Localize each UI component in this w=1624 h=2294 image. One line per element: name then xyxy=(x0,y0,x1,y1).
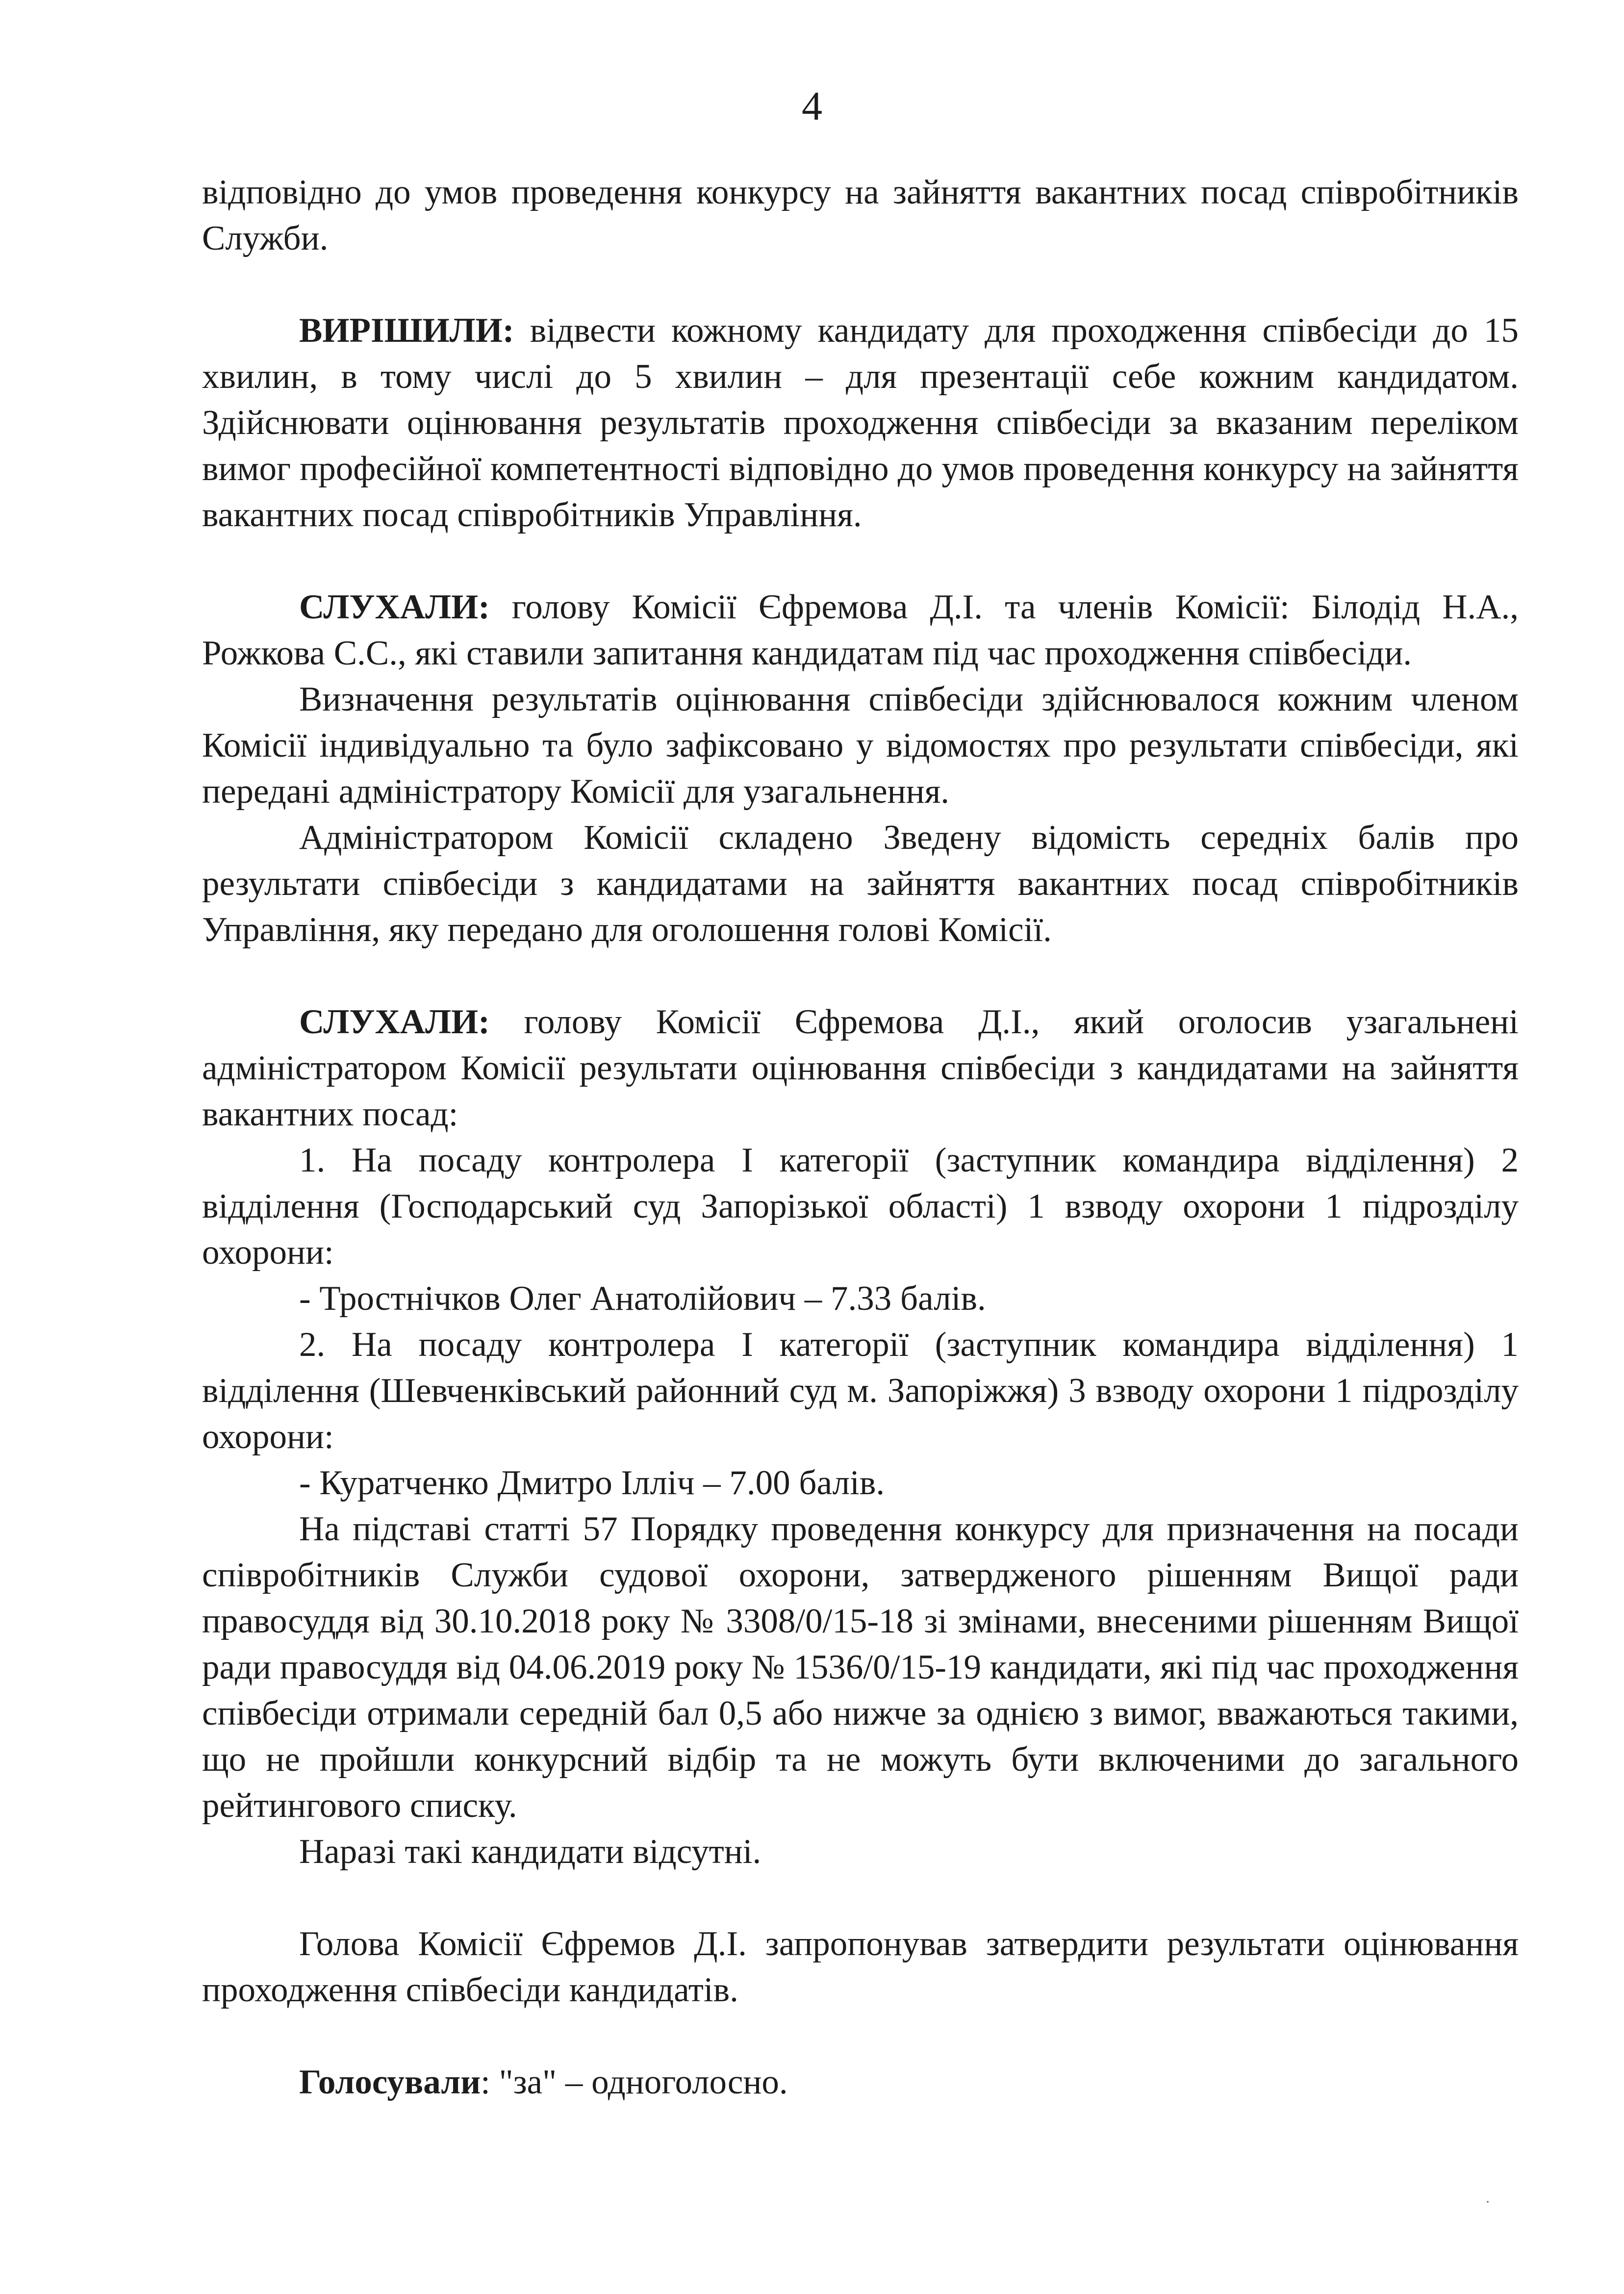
heard-text-2: голову Комісії Єфремова Д.І., який оголосив узагальнені адміністратором Комісії результати оцінювання співбесіди з кандидатами на зайняття вакантних посад: xyxy=(202,1003,1519,1133)
document-body xyxy=(202,169,1519,2105)
paragraph-position-2: 2. На посаду контролера І категорії (заступник командира відділення) 1 відділення (Шевченківський районний суд м. Запоріжжя) 3 взводу охорони 1 підрозділу охорони: xyxy=(202,1325,1519,1456)
paragraph-heard-questions xyxy=(202,584,1519,676)
decided-label: ВИРІШИЛИ: xyxy=(299,311,514,350)
paragraph-no-candidates: Наразі такі кандидати відсутні. xyxy=(299,1833,761,1871)
page-number: 4 xyxy=(802,83,822,129)
heard-text-1: голову Комісії Єфремова Д.І. та членів Комісії: Білодід Н.А., Рожкова С.С., які ставили запитання кандидатам під час проходження співбесіди. xyxy=(202,588,1519,672)
paragraph-article-57: На підставі статті 57 Порядку проведення конкурсу для призначення на посади співробітників Служби судової охорони, затвердженого рішенням Вищої ради правосуддя від 30.10.2018 року № 3308/0/15-18 зі змінами, внесеними рішенням Вищої ради правосуддя від 04.06.2019 року № 1536/0/15-19 кандидати, які під час проходження співбесіди отримали середній бал 0,5 або нижче за однією з вимог, вважаються такими, що не пройшли конкурсний відбір та не можуть бути включеними до загального рейтингового списку. xyxy=(202,1510,1519,1825)
paragraph-evaluation: Визначення результатів оцінювання співбесіди здійснювалося кожним членом Комісії індивідуально та було зафіксовано у відомостях про результати співбесіди, які передані адміністратору Комісії для узагальнення. xyxy=(202,680,1519,811)
heard-label-2: СЛУХАЛИ: xyxy=(299,1003,490,1041)
paragraph-candidate-2: - Куратченко Дмитро Ілліч – 7.00 балів. xyxy=(299,1464,885,1502)
paragraph-vote xyxy=(202,2059,1519,2105)
vote-text: : "за" – одноголосно. xyxy=(481,2063,788,2101)
decided-text: відвести кожному кандидату для проходження співбесіди до 15 хвилин, в тому числі до 5 хвилин – для презентації себе кожним кандидатом. Здійснювати оцінювання результатів проходження співбесіди за вказаним переліком вимог професійної компетентності відповідно до умов проведення конкурсу на зайняття вакантних посад співробітників Управління. xyxy=(202,311,1519,534)
paragraph-position-1: 1. На посаду контролера І категорії (заступник командира відділення) 2 відділення (Господарський суд Запорізької області) 1 взводу охорони 1 підрозділу охорони: xyxy=(202,1141,1519,1272)
paragraph-proposal: Голова Комісії Єфремов Д.І. запропонував затвердити результати оцінювання проходження співбесіди кандидатів. xyxy=(202,1925,1519,2009)
paragraph-heard-results xyxy=(202,999,1519,1137)
paragraph-admin-summary: Адміністратором Комісії складено Зведену відомість середніх балів про результати співбесіди з кандидатами на зайняття вакантних посад співробітників Управління, яку передано для оголошення голові Комісії. xyxy=(202,818,1519,949)
scan-speck xyxy=(1487,2201,1489,2203)
paragraph-intro-continuation: відповідно до умов проведення конкурсу на зайняття вакантних посад співробітників Служби. xyxy=(202,173,1519,257)
paragraph-candidate-1: - Тростнічков Олег Анатолійович – 7.33 балів. xyxy=(299,1279,986,1318)
vote-label: Голосували xyxy=(299,2063,481,2101)
heard-label-1: СЛУХАЛИ: xyxy=(299,588,490,626)
paragraph-decided xyxy=(202,307,1519,538)
